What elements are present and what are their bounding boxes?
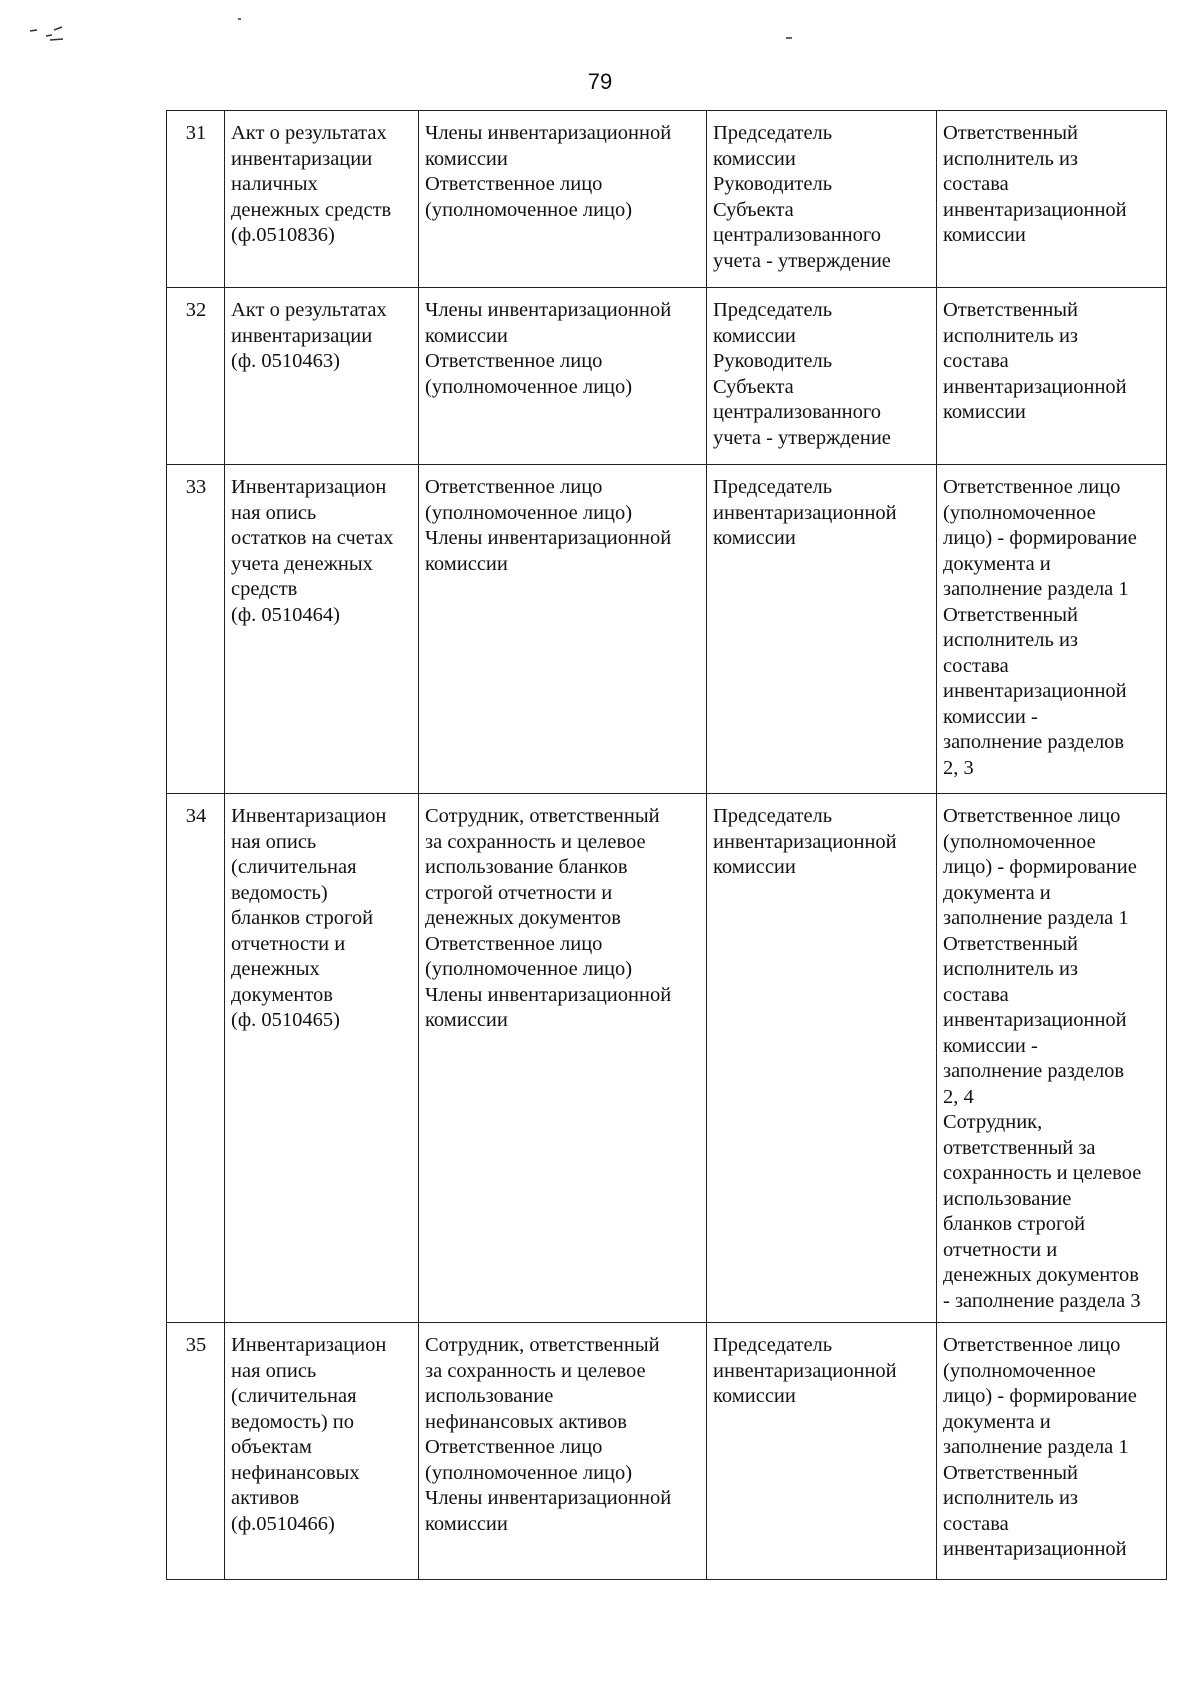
- participants-cell: Ответственное лицо (уполномоченное лицо) Члены инвентаризационной комиссии: [419, 465, 707, 794]
- row-number: 33: [167, 465, 225, 794]
- responsible-cell: Ответственное лицо (уполномоченное лицо) - формирование документа и заполнение раздела 1 Ответственный исполнитель из состава инвентаризационной комиссии - заполнение разделов 2, 3: [937, 465, 1167, 794]
- table-row: [167, 794, 1167, 1323]
- participants-cell: Члены инвентаризационной комиссии Ответственное лицо (уполномоченное лицо): [419, 288, 707, 465]
- row-number: 35: [167, 1323, 225, 1580]
- row-number: 31: [167, 111, 225, 288]
- row-number: 32: [167, 288, 225, 465]
- responsible-cell: Ответственный исполнитель из состава инвентаризационной комиссии: [937, 111, 1167, 288]
- document-name-cell: Инвентаризацион ная опись остатков на счетах учета денежных средств (ф. 0510464): [225, 465, 419, 794]
- inventory-documents-table: [166, 110, 1167, 1580]
- responsible-cell: Ответственное лицо (уполномоченное лицо) - формирование документа и заполнение раздела 1 Ответственный исполнитель из состава инвентаризационной комиссии - заполнение разделов 2, 4 Сотрудник, ответственный за сохранность и целевое использование бланков строгой отчетности и денежных документов - заполнение раздела 3: [937, 794, 1167, 1323]
- table-row: [167, 111, 1167, 288]
- responsible-cell: Ответственное лицо (уполномоченное лицо) - формирование документа и заполнение раздела 1 Ответственный исполнитель из состава инвентаризационной: [937, 1323, 1167, 1580]
- document-name-cell: Инвентаризацион ная опись (сличительная ведомость) бланков строгой отчетности и денежных документов (ф. 0510465): [225, 794, 419, 1323]
- table-row: [167, 1323, 1167, 1580]
- participants-cell: Сотрудник, ответственный за сохранность и целевое использование бланков строгой отчетности и денежных документов Ответственное лицо (уполномоченное лицо) Члены инвентаризационной комиссии: [419, 794, 707, 1323]
- participants-cell: Сотрудник, ответственный за сохранность и целевое использование нефинансовых активов Ответственное лицо (уполномоченное лицо) Члены инвентаризационной комиссии: [419, 1323, 707, 1580]
- signers-cell: Председатель комиссии Руководитель Субъекта централизованного учета - утверждение: [707, 111, 937, 288]
- table-row: [167, 288, 1167, 465]
- participants-cell: Члены инвентаризационной комиссии Ответственное лицо (уполномоченное лицо): [419, 111, 707, 288]
- page-number: 79: [587, 69, 613, 94]
- document-name-cell: Акт о результатах инвентаризации (ф. 0510463): [225, 288, 419, 465]
- table-row: [167, 465, 1167, 794]
- responsible-cell: Ответственный исполнитель из состава инвентаризационной комиссии: [937, 288, 1167, 465]
- row-number: 34: [167, 794, 225, 1323]
- document-name-cell: Акт о результатах инвентаризации наличных денежных средств (ф.0510836): [225, 111, 419, 288]
- signers-cell: Председатель инвентаризационной комиссии: [707, 465, 937, 794]
- signers-cell: Председатель комиссии Руководитель Субъекта централизованного учета - утверждение: [707, 288, 937, 465]
- document-name-cell: Инвентаризацион ная опись (сличительная ведомость) по объектам нефинансовых активов (ф.0510466): [225, 1323, 419, 1580]
- scan-artifacts: [0, 0, 1200, 60]
- signers-cell: Председатель инвентаризационной комиссии: [707, 1323, 937, 1580]
- signers-cell: Председатель инвентаризационной комиссии: [707, 794, 937, 1323]
